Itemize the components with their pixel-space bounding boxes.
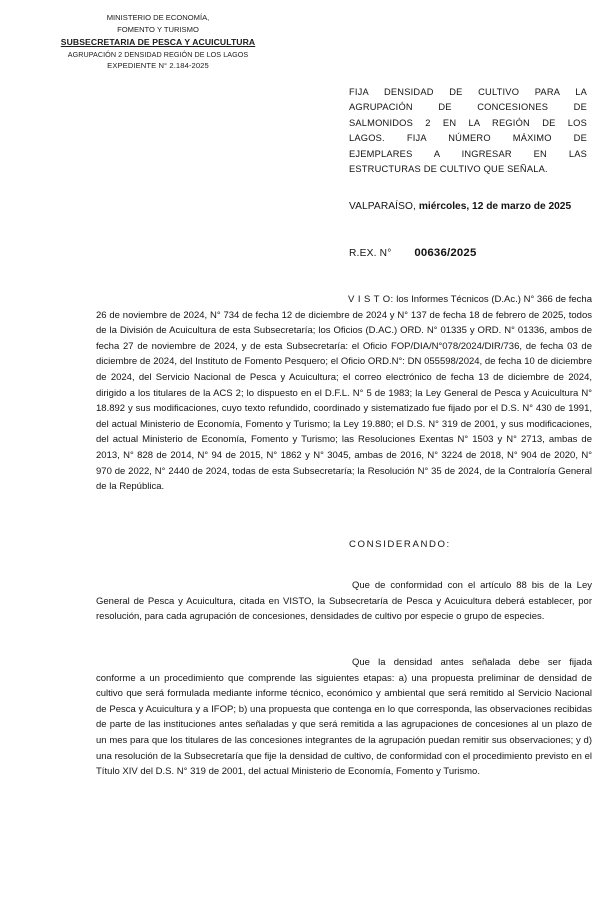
title-line-2: AGRUPACIÓN DE CONCESIONES DE: [349, 102, 587, 113]
place-city: VALPARAÍSO,: [349, 201, 416, 212]
letterhead-subsecretaria: SUBSECRETARIA DE PESCA Y ACUICULTURA: [60, 36, 256, 47]
title-line-4: LAGOS. FIJA NÚMERO MÁXIMO DE: [349, 133, 587, 144]
considerando-paragraph-2: [96, 655, 592, 780]
visto-label: V I S T O:: [348, 294, 394, 305]
resolution-label: R.EX. N°: [349, 248, 392, 259]
document-title-block: [349, 85, 587, 177]
letterhead-ministry-line-2: FOMENTO Y TURISMO: [117, 24, 199, 34]
title-line-3: SALMONIDOS 2 EN LA REGIÓN DE LOS: [349, 117, 587, 128]
document-date: miércoles, 12 de marzo de 2025: [418, 201, 572, 212]
letterhead-expediente: EXPEDIENTE N° 2.184-2025: [107, 60, 209, 70]
title-line-5: EJEMPLARES A INGRESAR EN LAS: [349, 148, 587, 159]
considerando-paragraph-1: [96, 578, 592, 625]
considerando-heading: CONSIDERANDO:: [349, 539, 451, 550]
title-line-1: FIJA DENSIDAD DE CULTIVO PARA LA: [349, 87, 587, 97]
visto-paragraph: [96, 292, 592, 495]
resolution-number: 00636/2025: [414, 247, 477, 259]
visto-text: los Informes Técnicos (D.Ac.) N° 366 de fecha 26 de noviembre de 2024, N° 734 de fecha 12 de diciembre de 2024 y N° 137 de fecha 18 de febrero de 2025, todos de la División de Acuicultura de esta Subsecretaría; los Oficios (D.AC.) ORD. N° 01335 y ORD. N° 01336, ambos de fecha 27 de noviembre de 2024, y de esta Subsecretaría: el Oficio FOP/DIA/N°078/2024/DIR/736, de fecha 03 de diciembre de 2024, del Instituto de Fomento Pesquero; el Oficio ORD.N°: DN 055598/2024, de fecha 10 de diciembre de 2024, del Servicio Nacional de Pesca y Acuicultura; el correo electrónico de fecha 13 de diciembre de 2024, dirigido a los titulares de la ACS 2; lo dispuesto en el D.F.L. N° 5 de 1983; la Ley General de Pesca y Acuicultura N° 18.892 y sus modificaciones, cuyo texto refundido, coordinado y sistematizado fue fijado por el D.S. N° 430 de 1991, del actual Ministerio de Economía, Fomento y Turismo; la Ley 19.880; el D.S. N° 319 de 2001, y sus modificaciones, del actual Ministerio de Economía, Fomento y Turismo; las Resoluciones Exentas N° 1503 y N° 2713, ambas de 2013, N° 828 de 2014, N° 94 de 2015, N° 1862 y N° 3045, ambas de 2016, N° 3224 de 2018, N° 904 de 2020, N° 970 de 2022, N° 2440 de 2024, todas de esta Subsecretaría; la Resolución N° 35 de 2024, de la Contraloría General de la República.: [96, 294, 592, 493]
place-date-line: [349, 200, 589, 214]
resolution-line: [349, 246, 589, 261]
letterhead-ministry-line-1: MINISTERIO DE ECONOMÍA,: [106, 13, 210, 22]
letterhead-agrupacion: AGRUPACIÓN 2 DENSIDAD REGIÓN DE LOS LAGOS: [67, 49, 249, 59]
letterhead: [38, 12, 278, 71]
title-line-6: ESTRUCTURAS DE CULTIVO QUE SEÑALA.: [349, 164, 548, 175]
considerando-1-text: Que de conformidad con el artículo 88 bis de la Ley General de Pesca y Acuicultura, citada en VISTO, la Subsecretaría de Pesca y Acuicultura deberá establecer, por resolución, para cada agrupación de concesiones, densidades de cultivo por especie o grupo de especies.: [96, 580, 592, 623]
considerando-2-text: Que la densidad antes señalada debe ser fijada conforme a un procedimiento que comprende las siguientes etapas: a) una propuesta preliminar de densidad de cultivo que será formulada mediante informe técnico, económico y ambiental que será remitido al Servicio Nacional de Pesca y Acuicultura y a IFOP; b) una propuesta que contenga en lo que corresponda, las observaciones recibidas de parte de las instituciones antes señaladas y que será remitida a las agrupaciones de concesiones al un plazo de un mes para que los titulares de las concesiones integrantes de la agrupación puedan remitir sus observaciones; y d) una resolución de la Subsecretaría que fije la densidad de cultivo, de conformidad con el procedimiento previsto en el Título XIV del D.S. N° 319 de 2001, del actual Ministerio de Economía, Fomento y Turismo.: [96, 657, 592, 778]
